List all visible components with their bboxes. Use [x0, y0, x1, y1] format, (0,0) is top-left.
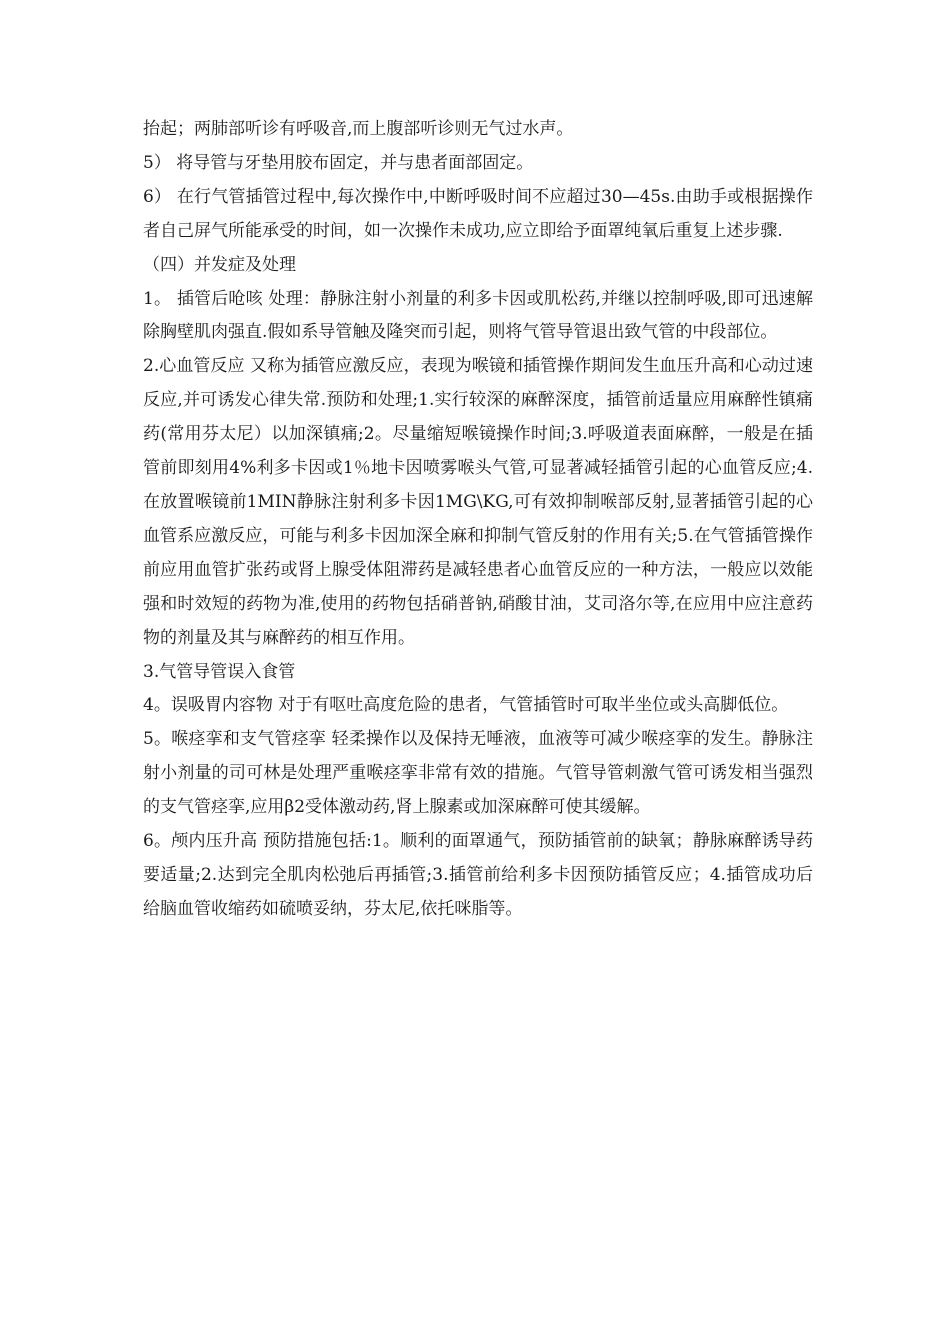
paragraph-complication-2: 2.心血管反应 又称为插管应激反应，表现为喉镜和插管操作期间发生血压升高和心动过速反应,并可诱发心律失常.预防和处理;1.实行较深的麻醉深度，插管前适量应用麻醉性镇痛药(常用芬太尼）以加深镇痛;2。尽量缩短喉镜操作时间;3.呼吸道表面麻醉，一般是在插管前即刻用4%利多卡因或1％地卡因喷雾喉头气管,可显著减轻插管引起的心血管反应;4.在放置喉镜前1MIN静脉注射利多卡因1MG\KG,可有效抑制喉部反射,显著插管引起的心血管系应激反应，可能与利多卡因加深全麻和抑制气管反射的作用有关;5.在气管插管操作前应用血管扩张药或肾上腺受体阻滞药是减轻患者心血管反应的一种方法，一般应以效能强和时效短的药物为准,使用的药物包括硝普钠,硝酸甘油，艾司洛尔等,在应用中应注意药物的剂量及其与麻醉药的相互作用。	[143, 356, 813, 648]
section-heading-complications: （四）并发症及处理	[143, 254, 296, 275]
paragraph-step-5: 5） 将导管与牙垫用胶布固定，并与患者面部固定。	[143, 152, 534, 173]
document-page	[143, 113, 813, 927]
paragraph-complication-6: 6。颅内压升高 预防措施包括:1。顺利的面罩通气，预防插管前的缺氧；静脉麻醉诱导药要适量;2.达到完全肌肉松弛后再插管;3.插管前给利多卡因预防插管反应；4.插管成功后给脑血管收缩药如硫喷妥纳，芬太尼,依托咪脂等。	[143, 831, 813, 919]
paragraph-complication-4: 4。误吸胃内容物 对于有呕吐高度危险的患者，气管插管时可取半坐位或头高脚低位。	[143, 695, 789, 716]
paragraph-step-6: 6） 在行气管插管过程中,每次操作中,中断呼吸时间不应超过30—45s.由助手或根据操作者自己屏气所能承受的时间，如一次操作未成功,应立即给予面罩纯氧后重复上述步骤.	[143, 186, 813, 241]
paragraph-complication-5: 5。喉痉挛和支气管痉挛 轻柔操作以及保持无唾液，血液等可减少喉痉挛的发生。静脉注射小剂量的司可林是处理严重喉痉挛非常有效的措施。气管导管刺激气管可诱发相当强烈的支气管痉挛,应用β2受体激动药,肾上腺素或加深麻醉可使其缓解。	[143, 729, 813, 818]
paragraph-complication-1: 1。 插管后呛咳 处理：静脉注射小剂量的利多卡因或肌松药,并继以控制呼吸,即可迅速解除胸壁肌肉强直.假如系导管触及隆突而引起，则将气管导管退出致气管的中段部位。	[143, 288, 813, 343]
paragraph-auscultation: 抬起；两肺部听诊有呼吸音,而上腹部听诊则无气过水声。	[143, 119, 574, 139]
paragraph-complication-3: 3.气管导管误入食管	[143, 661, 296, 682]
